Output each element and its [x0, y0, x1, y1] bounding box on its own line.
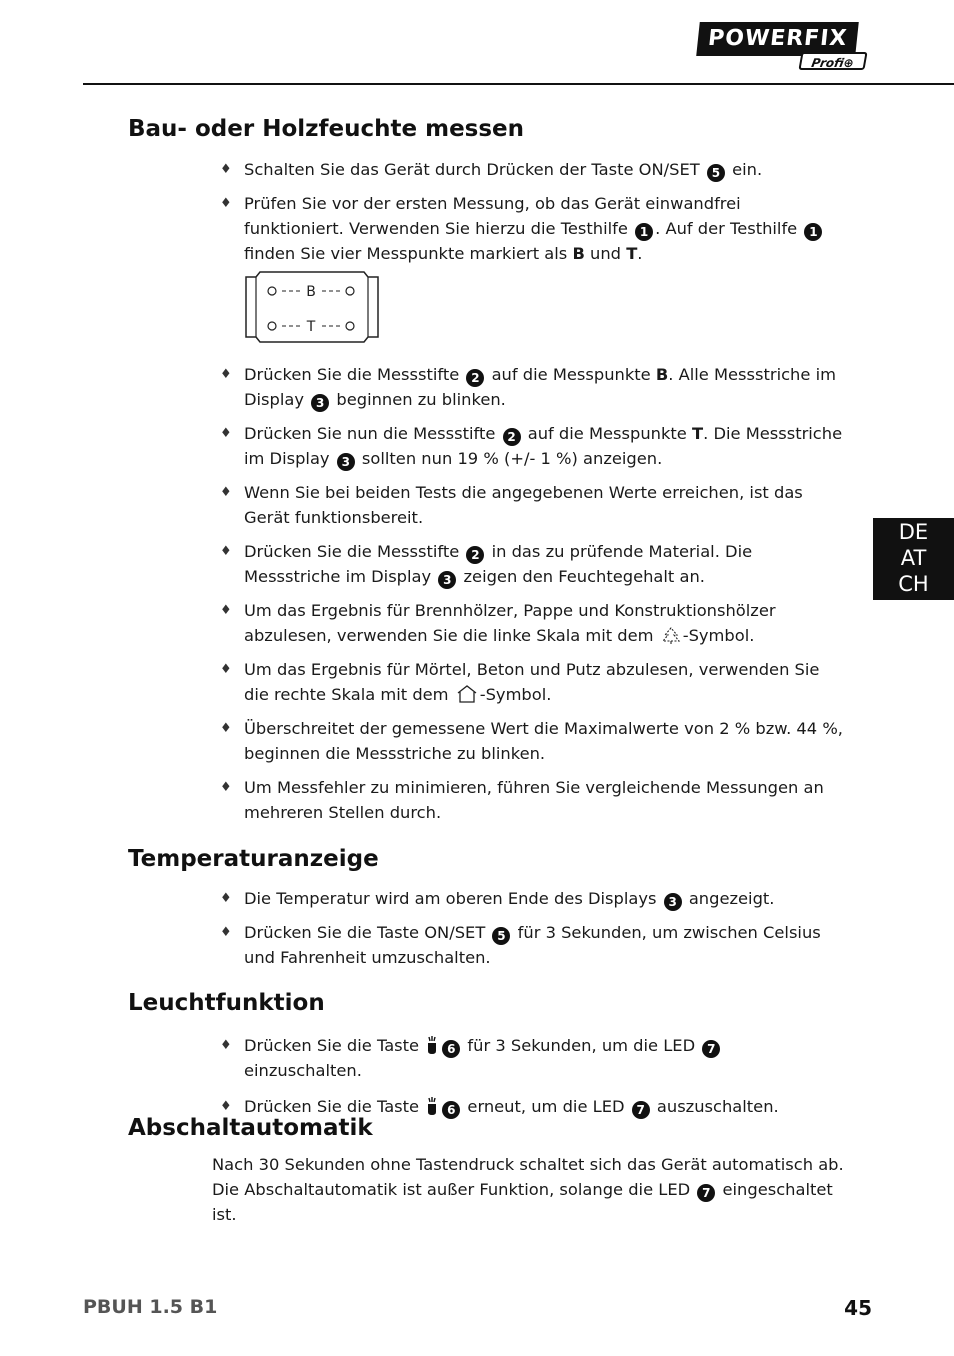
temp-list [220, 886, 845, 970]
list-item: ♦ Drücken Sie die Taste ON/SET 5 für 3 Sekunden, um zwischen Celsius und Fahrenheit umzuschalten. [220, 920, 845, 970]
num-badge: 5 [707, 164, 725, 182]
diagram-label-t: T [306, 319, 316, 335]
bau-list-3 [220, 362, 845, 825]
lang-de: DE [898, 520, 929, 544]
test-aid-diagram [244, 271, 380, 343]
num-badge: 2 [466, 369, 484, 387]
diagram-label-b: B [306, 284, 316, 300]
num-badge: 7 [702, 1040, 720, 1058]
list-item: ♦ Prüfen Sie vor der ersten Messung, ob das Gerät einwandfrei funktioniert. Verwenden Sie hierzu die Testhilfe 1 . Auf der Testhilfe 1 finden Sie vier Messpunkte markiert als B und T. [220, 191, 845, 266]
num-badge: 3 [664, 893, 682, 911]
list-item: ♦ Überschreitet der gemessene Wert die Maximalwerte von 2 % bzw. 44 %, beginnen die Messstriche zu blinken. [220, 716, 845, 766]
language-tab [873, 518, 954, 600]
num-badge: 2 [466, 546, 484, 564]
num-badge: 6 [442, 1101, 460, 1119]
num-badge: 1 [635, 223, 653, 241]
footer-model-number: PBUH 1.5 B1 [83, 1296, 218, 1318]
section-title-bau: Bau- oder Holzfeuchte messen [128, 116, 525, 142]
list-item: ♦ Die Temperatur wird am oberen Ende des Displays 3 angezeigt. [220, 886, 845, 911]
bau-list-1 [220, 157, 845, 182]
page-number: 45 [844, 1296, 872, 1320]
list-item: ♦ Drücken Sie die Messstifte 2 in das zu prüfende Material. Die Messstriche im Display 3 zeigen den Feuchtegehalt an. [220, 539, 845, 589]
flashlight-icon [426, 1035, 438, 1055]
section-title-leucht: Leuchtfunktion [128, 990, 325, 1016]
section-title-abschalt: Abschaltautomatik [128, 1115, 373, 1141]
list-item: ♦ Drücken Sie nun die Messstifte 2 auf die Messpunkte T. Die Messstriche im Display 3 sollten nun 19 % (+/- 1 %) anzeigen. [220, 421, 845, 471]
num-badge: 3 [337, 453, 355, 471]
list-item: ♦ Wenn Sie bei beiden Tests die angegebenen Werte erreichen, ist das Gerät funktionsbereit. [220, 480, 845, 530]
num-badge: 2 [503, 428, 521, 446]
leucht-list [220, 1033, 845, 1119]
lang-ch: CH [898, 572, 929, 596]
flashlight-icon [426, 1096, 438, 1116]
num-badge: 5 [492, 927, 510, 945]
powerfix-profi-logo [698, 22, 870, 72]
lang-at: AT [900, 546, 927, 570]
num-badge: 1 [804, 223, 822, 241]
abschalt-paragraph: Nach 30 Sekunden ohne Tastendruck schaltet sich das Gerät automatisch ab. Die Abschaltautomatik ist außer Funktion, solange die LED 7 eingeschaltet ist. [212, 1155, 844, 1224]
list-item: ♦ Schalten Sie das Gerät durch Drücken der Taste ON/SET 5 ein. [220, 157, 845, 182]
num-badge: 3 [438, 571, 456, 589]
house-icon [456, 684, 478, 704]
num-badge: 6 [442, 1040, 460, 1058]
list-item: ♦ Drücken Sie die Taste 6 erneut, um die LED 7 auszuschalten. [220, 1094, 845, 1119]
header-rule [83, 83, 954, 85]
list-item: ♦ Drücken Sie die Messstifte 2 auf die Messpunkte B. Alle Messstriche im Display 3 beginnen zu blinken. [220, 362, 845, 412]
list-item: ♦ Drücken Sie die Taste 6 für 3 Sekunden, um die LED 7 einzuschalten. [220, 1033, 845, 1083]
tree-icon [661, 627, 681, 645]
logo-wordmark: POWERFIX [696, 22, 859, 56]
bau-list-2 [220, 191, 845, 266]
num-badge: 3 [311, 394, 329, 412]
section-title-temp: Temperaturanzeige [128, 846, 379, 872]
num-badge: 7 [632, 1101, 650, 1119]
list-item: ♦ Um Messfehler zu minimieren, führen Sie vergleichende Messungen an mehreren Stellen durch. [220, 775, 845, 825]
list-item: ♦ Um das Ergebnis für Brennhölzer, Pappe und Konstruktionshölzer abzulesen, verwenden Sie die linke Skala mit dem -Symbol. [220, 598, 845, 648]
logo-profi: Profi⊕ [798, 52, 867, 70]
list-item: ♦ Um das Ergebnis für Mörtel, Beton und Putz abzulesen, verwenden Sie die rechte Skala mit dem -Symbol. [220, 657, 845, 707]
num-badge: 7 [697, 1184, 715, 1202]
